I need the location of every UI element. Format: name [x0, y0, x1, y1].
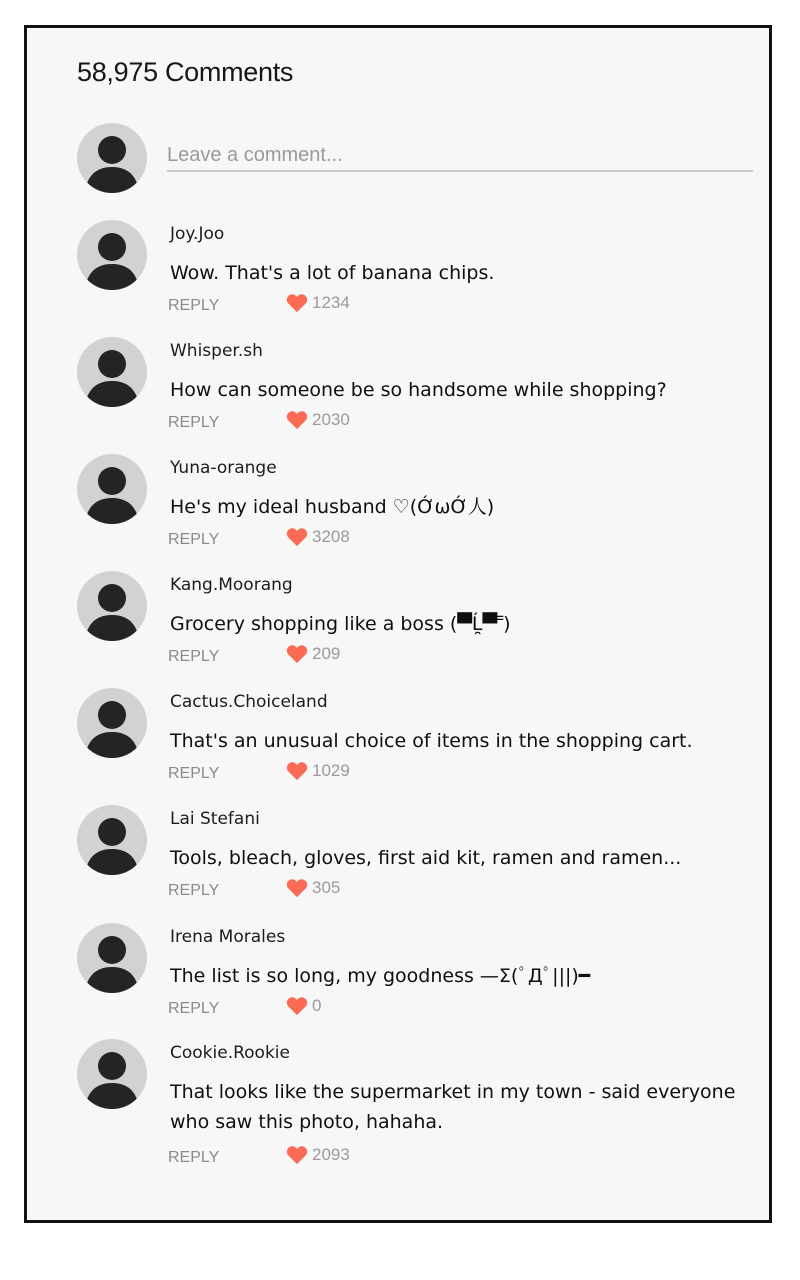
comment-username[interactable]: Joy.Joo: [170, 224, 225, 244]
like-button[interactable]: [286, 1145, 350, 1165]
reply-button[interactable]: REPLY: [168, 297, 220, 314]
comment-count-title: 58,975 Comments: [77, 57, 294, 87]
reply-button[interactable]: REPLY: [168, 765, 220, 782]
user-silhouette-icon: [77, 688, 147, 758]
like-button[interactable]: [286, 644, 340, 664]
comment-username[interactable]: Cookie.Rookie: [170, 1043, 290, 1063]
heart-icon: [286, 761, 308, 781]
reply-button[interactable]: REPLY: [168, 414, 220, 431]
comment-item: [27, 1039, 767, 1179]
like-button[interactable]: [286, 761, 350, 781]
comment-item: [27, 805, 767, 915]
avatar[interactable]: [77, 688, 147, 758]
comment-username[interactable]: Whisper.sh: [170, 341, 263, 361]
comment-text: Grocery shopping like a boss (▀̿Ĺ̯▀̿ ̿): [170, 613, 511, 635]
user-silhouette-icon: [77, 337, 147, 407]
like-button[interactable]: [286, 293, 350, 313]
comment-username[interactable]: Cactus.Choiceland: [170, 692, 328, 712]
user-silhouette-icon: [77, 123, 147, 193]
user-silhouette-icon: [77, 805, 147, 875]
comment-item: [27, 923, 767, 1033]
comment-username[interactable]: Irena Morales: [170, 927, 286, 947]
comment-text: The list is so long, my goodness —Σ(ﾟДﾟ|||)━: [170, 965, 591, 987]
like-count: 2093: [312, 1145, 350, 1164]
comment-text: That's an unusual choice of items in the shopping cart.: [170, 730, 693, 752]
comment-input[interactable]: [167, 140, 753, 172]
like-count: 209: [312, 644, 341, 663]
like-count: 305: [312, 878, 341, 897]
heart-icon: [286, 293, 308, 313]
heart-icon: [286, 644, 308, 664]
heart-icon: [286, 527, 308, 547]
avatar[interactable]: [77, 571, 147, 641]
comment-text: Tools, bleach, gloves, first aid kit, ramen and ramen...: [170, 847, 682, 869]
like-button[interactable]: [286, 527, 350, 547]
user-silhouette-icon: [77, 220, 147, 290]
like-count: 2030: [312, 410, 350, 429]
comment-text: That looks like the supermarket in my town - said everyone who saw this photo, hahaha.: [170, 1081, 736, 1133]
comment-item: [27, 220, 767, 330]
comment-item: [27, 688, 767, 798]
comment-text: Wow. That's a lot of banana chips.: [170, 262, 495, 284]
heart-icon: [286, 996, 308, 1016]
like-count: 1029: [312, 761, 350, 780]
heart-icon: [286, 878, 308, 898]
comment-text: He's my ideal husband ♡(ỚωỚ人): [170, 496, 495, 518]
comment-username[interactable]: Kang.Moorang: [170, 575, 293, 595]
like-button[interactable]: [286, 410, 350, 430]
current-user-avatar: [77, 123, 147, 193]
reply-button[interactable]: REPLY: [168, 531, 220, 548]
like-count: 0: [312, 996, 322, 1015]
user-silhouette-icon: [77, 454, 147, 524]
comment-item: [27, 454, 767, 564]
avatar[interactable]: [77, 454, 147, 524]
avatar[interactable]: [77, 923, 147, 993]
comment-item: [27, 571, 767, 681]
comment-text: How can someone be so handsome while shopping?: [170, 379, 667, 401]
heart-icon: [286, 1145, 308, 1165]
like-button[interactable]: [286, 878, 340, 898]
avatar[interactable]: [77, 337, 147, 407]
comment-username[interactable]: Lai Stefani: [170, 809, 260, 829]
user-silhouette-icon: [77, 571, 147, 641]
like-count: 3208: [312, 527, 350, 546]
reply-button[interactable]: REPLY: [168, 882, 220, 899]
reply-button[interactable]: REPLY: [168, 1149, 220, 1166]
heart-icon: [286, 410, 308, 430]
comment-item: [27, 337, 767, 447]
avatar[interactable]: [77, 1039, 147, 1109]
user-silhouette-icon: [77, 923, 147, 993]
like-count: 1234: [312, 293, 350, 312]
comment-username[interactable]: Yuna-orange: [170, 458, 277, 478]
reply-button[interactable]: REPLY: [168, 648, 220, 665]
avatar[interactable]: [77, 220, 147, 290]
like-button[interactable]: [286, 996, 321, 1016]
avatar[interactable]: [77, 805, 147, 875]
comments-panel: [24, 25, 772, 1223]
reply-button[interactable]: REPLY: [168, 1000, 220, 1017]
user-silhouette-icon: [77, 1039, 147, 1109]
